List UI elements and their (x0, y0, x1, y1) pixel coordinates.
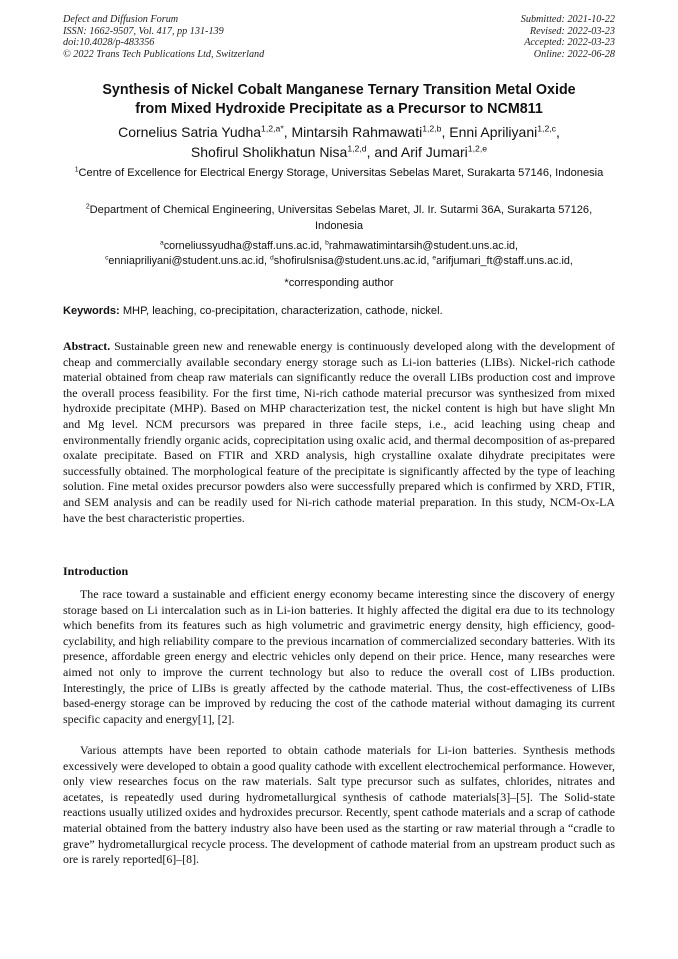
abstract-label: Abstract. (63, 339, 111, 353)
corresponding-author-note: *corresponding author (284, 277, 394, 289)
affiliation-2 (62, 203, 616, 234)
journal-info (63, 14, 264, 60)
email-mark: b (325, 239, 329, 247)
author-affiliation-mark: 1,2,d (347, 142, 367, 153)
author-name: Cornelius Satria Yudha (118, 124, 262, 140)
abstract-text: Sustainable green new and renewable energy is continuously developed along with the development of cheap and commercially available secondary energy storage such as Li-ion batteries (LIBs). Nickel-rich cathode material obtained from cheap raw materials can significantly reduce the overall LIBs production cost and improve the overall process feasibility. For the first time, Ni-rich cathode material precursor was synthesized from mixed hydroxide precipitate (MHP). Based on MHP characterization test, the nickel content is high but have slight Mn and Mg level. NCM precursors was prepared in three facile steps, i.e., acid leaching using cheap and environmentally friendly organic acids, coprecipitation using oxalic acid, and thermal decomposition of as-prepared oxalate precipitate. Based on FTIR and XRD analysis, high crystalline oxalate dihydrate precipitates were successfully obtained. The morphological feature of the precipitate is significantly affected by the type of leaching solution. Fine metal oxides precursor powders also were successfully prepared which is confirmed by XRD, FTIR, and SEM analysis and can be readily used for Ni-rich cathode material preparation. In this study, NCM-Ox-LA have the best characteristic properties. (63, 339, 615, 525)
author-line-2 (40, 143, 638, 163)
journal-doi: doi:10.4028/p-483356 (63, 37, 155, 49)
journal-name: Defect and Diffusion Forum (63, 14, 179, 25)
author-line-1 (40, 123, 638, 143)
email-mark: c (105, 254, 109, 262)
abstract (63, 339, 615, 526)
email-line-2: $^c$enniapriliyani@student.uns.ac.id, $^d$shofirulsnisa@student.uns.ac.id, $^e$arifjumari_ft@staff.uns.ac.id, (105, 254, 573, 267)
date-accepted: Accepted: 2022-03-23 (524, 37, 615, 49)
author-name: Mintarsih Rahmawati (291, 124, 423, 140)
keywords-text: MHP, leaching, co-precipitation, characterization, cathode, nickel. (122, 305, 443, 317)
email-mark: d (270, 254, 274, 262)
email-mark: a (159, 239, 164, 247)
intro-paragraph-1: The race toward a sustainable and efficient energy economy became interesting since the discovery of energy storage based on Li intercalation such as in Li-ion batteries. It highly affected the digital era due to its technology which benefits from its features such as high volumetric and gravimetric energy density, high efficiency, good-cyclability, and high reliability compare to the previous incarnation of commercialized secondary batteries. With its presence, affordable green energy and electric vehicles only depend on their price. Hence, many researches were aimed not only to improve the current technology but also to reduce the overall cost of LIBs production. Interestingly, the price of LIBs is greatly affected by the cathode material. Thus, the cost-effectiveness of LIBs based-energy storage can be improved by reducing the cost of the cathode material without damaging its current specific capacity and energy[1], [2]. (63, 587, 615, 726)
keywords-label: Keywords: (63, 305, 120, 317)
email-link[interactable]: enniapriliyani@student.uns.ac.id (108, 254, 265, 267)
journal-copyright: © 2022 Trans Tech Publications Ltd, Switzerland (63, 48, 265, 60)
affiliation-1 (62, 166, 616, 182)
date-online: Online: 2022-06-28 (533, 48, 615, 60)
email-link[interactable]: rahmawatimintarsih@student.uns.ac.id (328, 240, 516, 252)
journal-issn: ISSN: 1662-9507, Vol. 417, pp 131-139 (63, 25, 224, 37)
author-list (40, 123, 638, 162)
title-line-1: Synthesis of Nickel Cobalt Manganese Ternary Transition Metal Oxide (102, 82, 576, 98)
author-name: Arif Jumari (400, 143, 468, 160)
keywords (63, 304, 615, 318)
author-name: Shofirul Sholikhatun Nisa (190, 143, 348, 160)
author-affiliation-mark: 1,2,e (467, 142, 488, 153)
author-separator: , (283, 124, 292, 140)
paper-title (40, 81, 638, 119)
author-separator: , (441, 124, 450, 140)
author-separator: , (556, 124, 560, 140)
date-submitted: Submitted: 2021-10-22 (520, 14, 615, 25)
author-separator: , and (366, 143, 401, 160)
publication-dates (521, 14, 615, 60)
affiliation-text: Department of Chemical Engineering, Universitas Sebelas Maret, Jl. Ir. Sutarmi 36A, Surakarta 57126, Indonesia (89, 204, 593, 232)
author-affiliation-mark: 1,2,b (422, 123, 442, 134)
title-line-2: from Mixed Hydroxide Precipitate as a Precursor to NCM811 (135, 101, 543, 117)
email-mark: e (432, 254, 437, 262)
email-link[interactable]: arifjumari_ft@staff.uns.ac.id (436, 254, 570, 267)
affiliation-mark: 1 (74, 166, 79, 174)
date-revised: Revised: 2022-03-23 (529, 25, 615, 37)
email-line-1: $^a$corneliussyudha@staff.uns.ac.id, $^b$rahmawatimintarsih@student.uns.ac.id, (159, 239, 519, 252)
author-affiliation-mark: 1,2,c (537, 123, 557, 134)
intro-paragraph-2: Various attempts have been reported to obtain cathode materials for Li-ion batteries. Synthesis methods excessively were developed to obtain a good quality cathode with excellent electrochemical performance. However, only view researches focus on the raw materials. Salt type precursor such as sulfates, chlorides, nitrates and acetates, is repeatedly used during hydrometallurgical synthesis of cathode materials[3]–[5]. The Solid-state reactions usually utilized oxides and hydroxides precursor. Recently, spent cathode materials and a scrap of cathode material obtained from the battery industry also have been used as the starting or raw material through a “cradle to grave” hydrometallurgical recycle process. The development of cathode material from an upstream product such as ore is rarely reported[6]–[8]. (63, 743, 615, 867)
author-emails (40, 239, 638, 269)
section-heading-introduction: Introduction (63, 564, 129, 578)
author-affiliation-mark: 1,2,a* (261, 123, 284, 134)
email-link[interactable]: shofirulsnisa@student.uns.ac.id (273, 254, 427, 267)
affiliation-text: Centre of Excellence for Electrical Energy Storage, Universitas Sebelas Maret, Surakarta 57146, Indonesia (78, 167, 604, 179)
email-link[interactable]: corneliussyudha@staff.uns.ac.id (163, 240, 320, 252)
author-name: Enni Apriliyani (449, 124, 538, 140)
affiliation-mark: 2 (85, 203, 90, 211)
